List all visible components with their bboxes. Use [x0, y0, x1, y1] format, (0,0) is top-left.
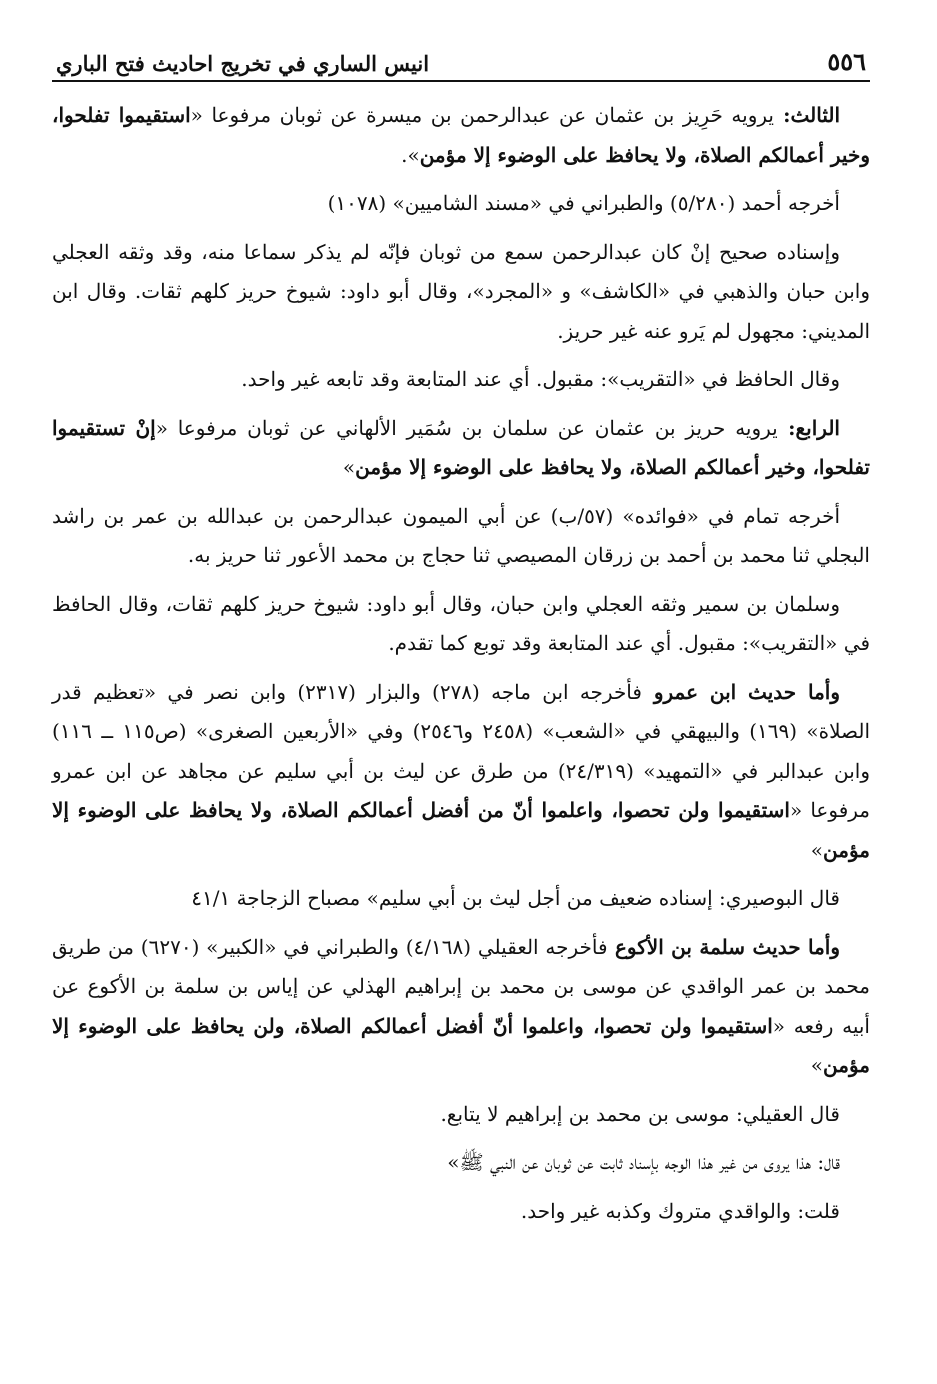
paragraph: [52, 1192, 870, 1232]
bold-text-segment: استقيموا تفلحوا، وخير أعمالكم الصلاة، ولا يحافظ على الوضوء إلا مؤمن: [52, 103, 870, 167]
bold-text-segment: استقيموا ولن تحصوا، واعلموا أنّ أفضل أعمالكم الصلاة، ولن يحافظ على الوضوء إلا مؤمن: [52, 1013, 870, 1077]
paragraph: [52, 585, 870, 664]
text-segment: قال العقيلي: موسى بن محمد بن إبراهيم لا يتابع.: [440, 1101, 840, 1126]
paragraph: [52, 673, 870, 871]
text-segment: »: [810, 1053, 824, 1077]
book-title: انيس الساري في تخريج احاديث فتح الباري: [56, 51, 430, 76]
bold-text-segment: إنْ تستقيموا تفلحوا، وخير أعمالكم الصلاة، ولا يحافظ على الوضوء إلا مؤمن: [52, 415, 870, 479]
text-segment: يرويه حَرِيز بن عثمان عن عبدالرحمن بن ميسرة عن ثوبان مرفوعا «: [190, 103, 774, 127]
paragraph: [52, 233, 870, 352]
paragraph: [52, 1143, 870, 1183]
paragraph: [52, 360, 870, 400]
running-header: [52, 36, 870, 82]
text-segment: قال: هذا يروى من غير هذا الوجه بإسناد ثابت عن ثوبان عن النبي ﷺ»: [447, 1150, 840, 1174]
text-segment: فأخرجه العقيلي (٤/١٦٨) والطبراني في «الكبير» (٦٢٧٠) من طريق محمد بن عمر الواقدي عن موسى بن محمد بن إبراهيم الهذلي عن إياس بن سلمة بن الأكوع عن أبيه رفعه «: [52, 934, 870, 1038]
document-page: [52, 36, 870, 1240]
text-segment: وقال الحافظ في «التقريب»: مقبول. أي عند المتابعة وقد تابعه غير واحد.: [241, 367, 840, 391]
paragraph: [52, 1095, 870, 1135]
bold-text-segment: وأما حديث ابن عمرو: [641, 679, 840, 704]
text-segment: وإسناده صحيح إنْ كان عبدالرحمن سمع من ثوبان فإنّه لم يذكر سماعا منه، وقد وثقه العجلي وابن حبان والذهبي في «الكاشف» و «المجرد»، وقال أبو داود: شيوخ حريز كلهم ثقات. وقال ابن المديني: مجهول لم يَرو عنه غير حريز.: [52, 239, 870, 343]
text-segment: يرويه حريز بن عثمان عن سلمان بن سُمَير الألهاني عن ثوبان مرفوعا «: [155, 415, 778, 440]
text-segment: ».: [401, 142, 420, 167]
paragraph: [52, 928, 870, 1086]
bold-text-segment: استقيموا ولن تحصوا، واعلموا أنّ من أفضل أعمالكم الصلاة، ولا يحافظ على الوضوء إلا مؤمن: [52, 798, 870, 862]
document-body: [52, 96, 870, 1231]
text-segment: »: [342, 455, 356, 479]
text-segment: فأخرجه ابن ماجه (٢٧٨) والبزار (٢٣١٧) وابن نصر في «تعظيم قدر الصلاة» (١٦٩) والبيهقي في «الشعب» (٢٤٥٨ و٢٥٤٦) وفي «الأربعين الصغرى» (ص١١٥ ــ ١١٦) وابن عبدالبر في «التمهيد» (٢٤/٣١٩) من طرق عن ليث بن أبي سليم عن مجاهد عن ابن عمرو مرفوعا «: [52, 679, 871, 822]
bold-text-segment: الرابع:: [777, 415, 840, 440]
paragraph: [52, 497, 870, 576]
paragraph: [52, 409, 870, 488]
text-segment: قال البوصيري: إسناده ضعيف من أجل ليث بن أبي سليم» مصباح الزجاجة ٤١/١: [191, 886, 840, 910]
paragraph: [52, 879, 870, 919]
text-segment: »: [810, 837, 824, 862]
paragraph: [52, 96, 870, 175]
paragraph: [52, 184, 870, 224]
text-segment: وسلمان بن سمير وثقه العجلي وابن حبان، وقال أبو داود: شيوخ حريز كلهم ثقات، وقال الحافظ في «التقريب»: مقبول. أي عند المتابعة وقد توبع كما تقدم.: [52, 591, 870, 655]
bold-text-segment: وأما حديث سلمة بن الأكوع: [607, 934, 840, 959]
text-segment: أخرجه تمام في «فوائده» (٥٧/ب) عن أبي الميمون عبدالرحمن بن عبدالله بن عمر بن راشد البجلي ثنا محمد بن أحمد بن زرقان المصيصي ثنا حجاج بن محمد الأعور ثنا حريز به.: [52, 503, 870, 567]
text-segment: أخرجه أحمد (٥/٢٨٠) والطبراني في «مسند الشاميين» (١٠٧٨): [327, 191, 840, 215]
text-segment: قلت: والواقدي متروك وكذبه غير واحد.: [520, 1198, 840, 1223]
bold-text-segment: الثالث:: [773, 103, 841, 127]
page-number: ٥٥٦: [827, 47, 866, 76]
